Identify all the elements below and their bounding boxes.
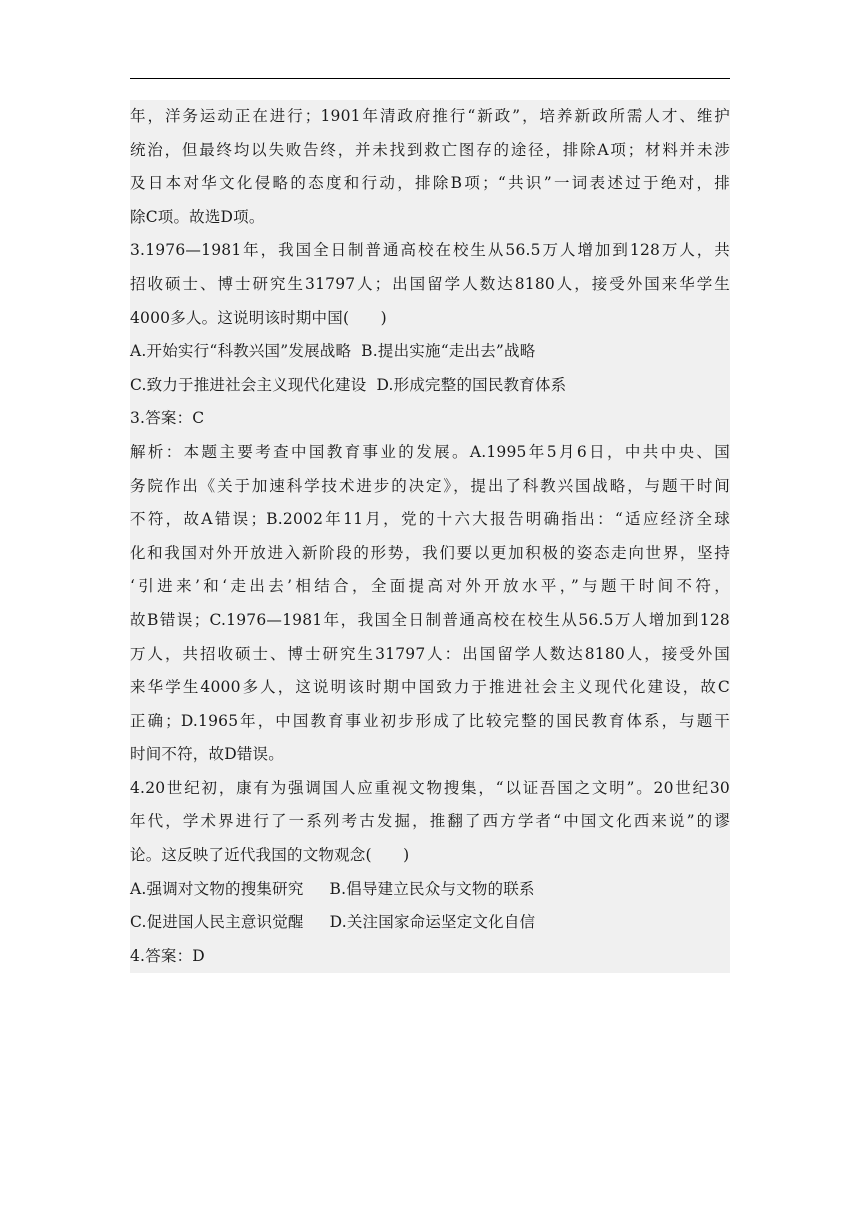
options-row-cd — [130, 906, 730, 940]
analysis-line: 化和我国对外开放进入新阶段的形势，我们要以更加积极的姿态走向世界，坚持 — [130, 543, 730, 562]
question-stem-line: 年代，学术界进行了一系列考古发掘，推翻了西方学者“中国文化西来说”的谬 — [130, 812, 730, 831]
answer-line: 4.答案：D — [130, 946, 205, 965]
text-line: 及日本对华文化侵略的态度和行动，排除B项；“共识”一词表述过于绝对，排 — [130, 174, 730, 193]
option-b: B.倡导建立民众与文物的联系 — [329, 879, 535, 898]
option-c: C.致力于推进社会主义现代化建设 — [130, 375, 367, 394]
question-4 — [130, 772, 730, 974]
analysis-line: ‘引进来’和‘走出去’相结合，全面提高对外开放水平，”与题干时间不符， — [130, 577, 730, 596]
question-3 — [130, 234, 730, 772]
analysis-line: 时间不符，故D错误。 — [130, 745, 284, 764]
options-row-cd — [130, 369, 730, 403]
option-a: A.开始实行“科教兴国”发展战略 — [130, 342, 352, 361]
analysis-line: 万人，共招收硕士、博士研究生31797人：出国留学人数达8180人，接受外国 — [130, 644, 730, 663]
text-line: 统治，但最终均以失败告终，并未找到救亡图存的途径，排除A项；材料并未涉 — [130, 140, 730, 159]
options-row-ab — [130, 335, 730, 369]
question-stem-line: 3.1976—1981年，我国全日制普通高校在校生从56.5万人增加到128万人，共 — [130, 241, 730, 260]
document-content — [130, 100, 730, 973]
option-c: C.促进国人民主意识觉醒 — [130, 913, 304, 932]
prev-analysis-continuation — [130, 100, 730, 234]
text-line: 年，洋务运动正在进行；1901年清政府推行“新政”，培养新政所需人才、维护 — [130, 107, 730, 125]
analysis-line: 来华学生4000多人，这说明该时期中国致力于推进社会主义现代化建设，故C — [130, 678, 730, 697]
question-stem-line: 论。这反映了近代我国的文物观念( ) — [130, 846, 410, 865]
question-stem-line: 4.20世纪初，康有为强调国人应重视文物搜集，“以证吾国之文明”。20世纪30 — [130, 778, 730, 797]
analysis-line: 不符，故A错误；B.2002年11月，党的十六大报告明确指出：“适应经济全球 — [130, 510, 730, 529]
options-row-ab — [130, 873, 730, 907]
question-stem-line: 4000多人。这说明该时期中国( ) — [130, 308, 387, 327]
option-a: A.强调对文物的搜集研究 — [130, 879, 304, 898]
option-d: D.形成完整的国民教育体系 — [376, 375, 567, 394]
option-d: D.关注国家命运坚定文化自信 — [329, 913, 536, 932]
analysis-line: 解析：本题主要考查中国教育事业的发展。A.1995年5月6日，中共中央、国 — [130, 442, 730, 461]
analysis-line: 务院作出《关于加速科学技术进步的决定》，提出了科教兴国战略，与题干时间 — [130, 476, 730, 495]
question-stem-line: 招收硕士、博士研究生31797人；出国留学人数达8180人，接受外国来华学生 — [130, 274, 730, 293]
text-line: 除C项。故选D项。 — [130, 207, 265, 226]
header-rule — [130, 78, 730, 79]
analysis-line: 故B错误；C.1976—1981年，我国全日制普通高校在校生从56.5万人增加到128 — [130, 610, 730, 629]
answer-line: 3.答案：C — [130, 409, 205, 428]
analysis-line: 正确；D.1965年，中国教育事业初步形成了比较完整的国民教育体系，与题干 — [130, 711, 730, 730]
option-b: B.提出实施“走出去”战略 — [361, 342, 536, 361]
